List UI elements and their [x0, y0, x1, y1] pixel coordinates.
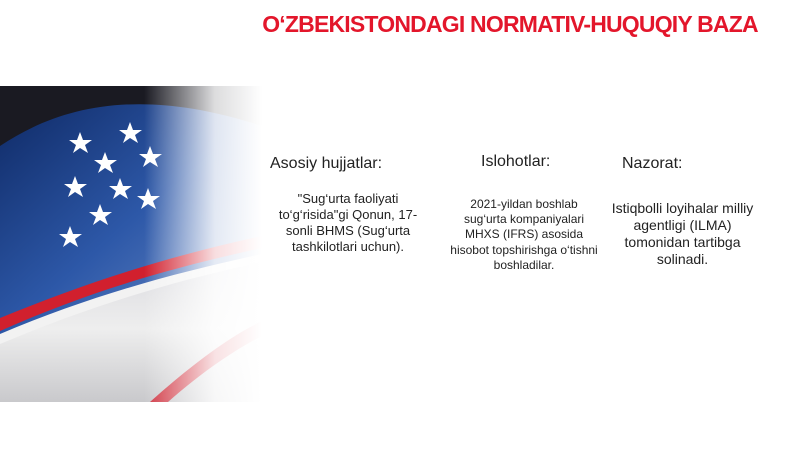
column-heading: Islohotlar: — [481, 153, 551, 170]
flag-image — [0, 86, 262, 402]
column-body: Istiqbolli loyihalar milliy agentligi (ILMA) tomonidan tartibga solinadi. — [611, 200, 754, 267]
column-heading: Nazorat: — [622, 155, 683, 172]
column-body: "Sug‘urta faoliyati to‘g‘risida"gi Qonun, 17-sonli BHMS (Sug‘urta tashkilotlari uchun). — [278, 191, 418, 254]
slide-title: O‘ZBEKISTONDAGI NORMATIV-HUQUQIY BAZA — [262, 11, 758, 37]
column-body: 2021-yildan boshlab sug‘urta kompaniyalari MHXS (IFRS) asosida hisobot topshirishga o‘tishni boshladilar. — [450, 197, 598, 272]
column-heading: Asosiy hujjatlar: — [270, 155, 383, 172]
